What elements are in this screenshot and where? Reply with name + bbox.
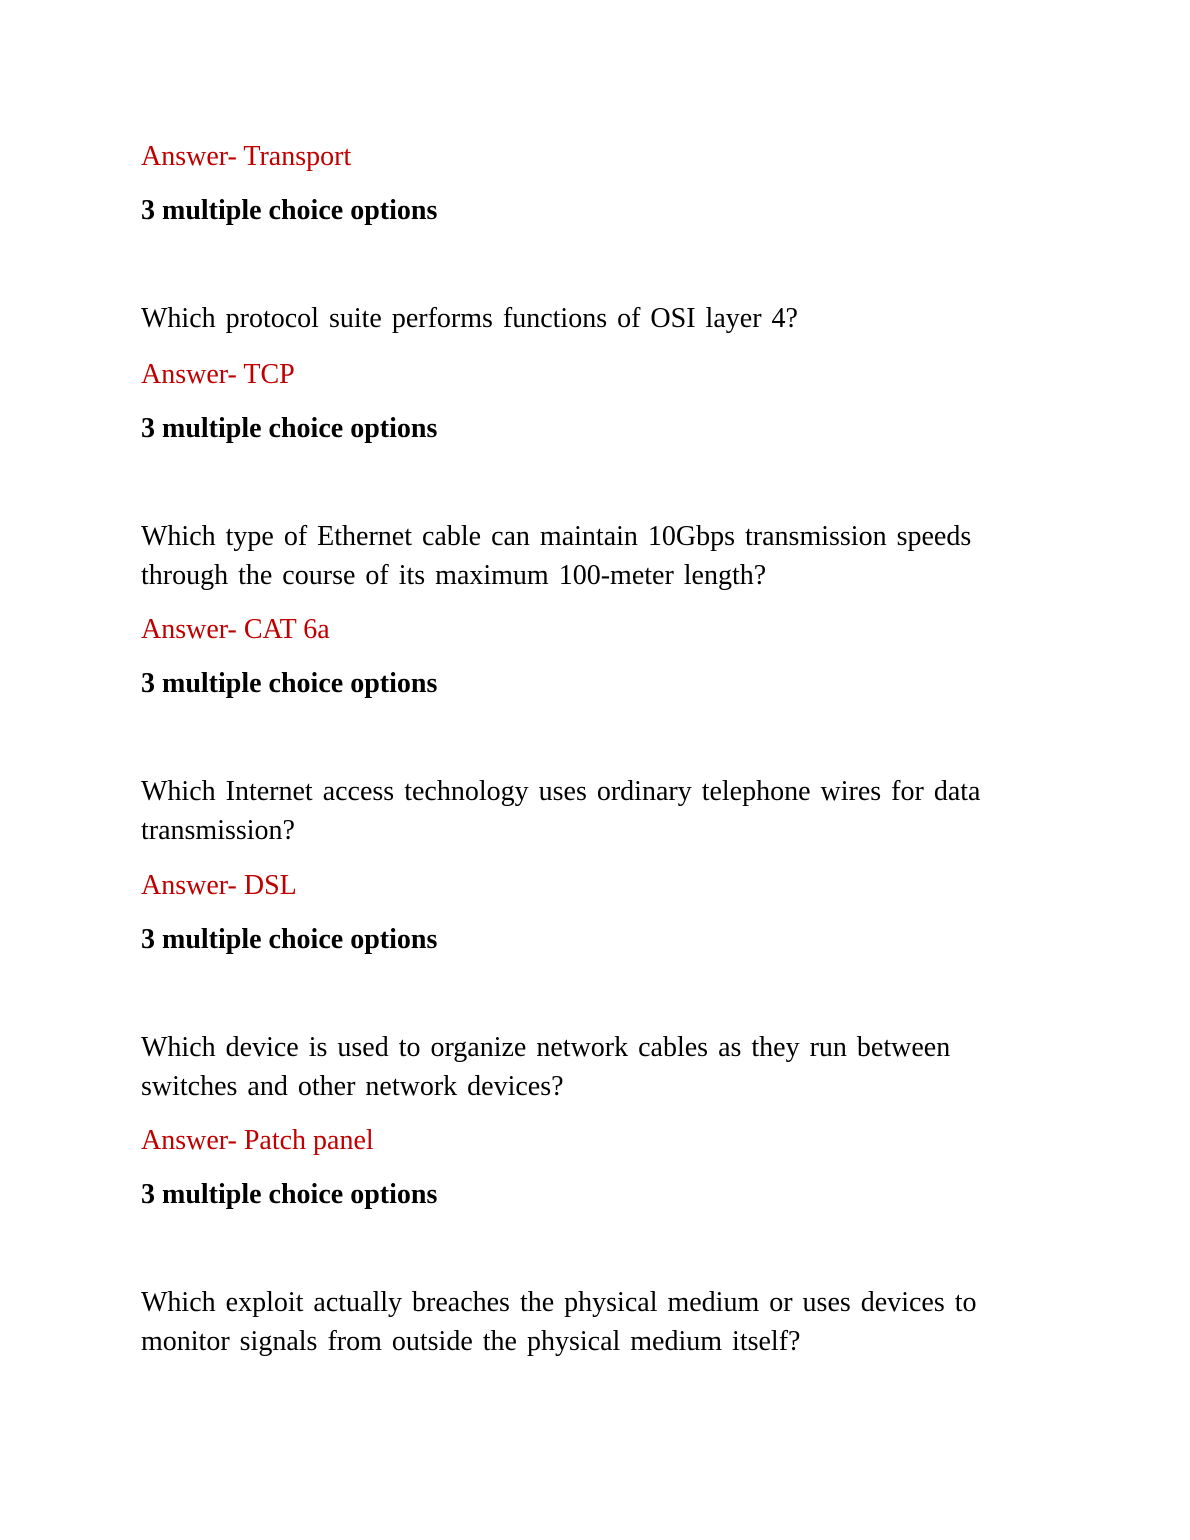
options-label: 3 multiple choice options bbox=[141, 924, 438, 955]
question-text: Which device is used to organize network cables as they run between bbox=[141, 1032, 951, 1063]
options-label: 3 multiple choice options bbox=[141, 195, 438, 226]
question-text: Which Internet access technology uses ordinary telephone wires for data bbox=[141, 776, 981, 807]
options-label: 3 multiple choice options bbox=[141, 668, 438, 699]
question-text: Which type of Ethernet cable can maintain 10Gbps transmission speeds bbox=[141, 521, 972, 552]
question-text: transmission? bbox=[141, 815, 295, 846]
options-label: 3 multiple choice options bbox=[141, 413, 438, 444]
question-text: Which exploit actually breaches the physical medium or uses devices to bbox=[141, 1287, 977, 1318]
answer-text: Answer- Transport bbox=[141, 141, 352, 172]
answer-text: Answer- TCP bbox=[141, 359, 295, 390]
question-text: monitor signals from outside the physical medium itself? bbox=[141, 1326, 801, 1357]
question-text: through the course of its maximum 100-meter length? bbox=[141, 560, 767, 591]
answer-text: Answer- DSL bbox=[141, 870, 297, 901]
options-label: 3 multiple choice options bbox=[141, 1179, 438, 1210]
answer-text: Answer- CAT 6a bbox=[141, 614, 330, 645]
answer-text: Answer- Patch panel bbox=[141, 1125, 374, 1156]
question-text: Which protocol suite performs functions of OSI layer 4? bbox=[141, 303, 798, 334]
question-text: switches and other network devices? bbox=[141, 1071, 564, 1102]
